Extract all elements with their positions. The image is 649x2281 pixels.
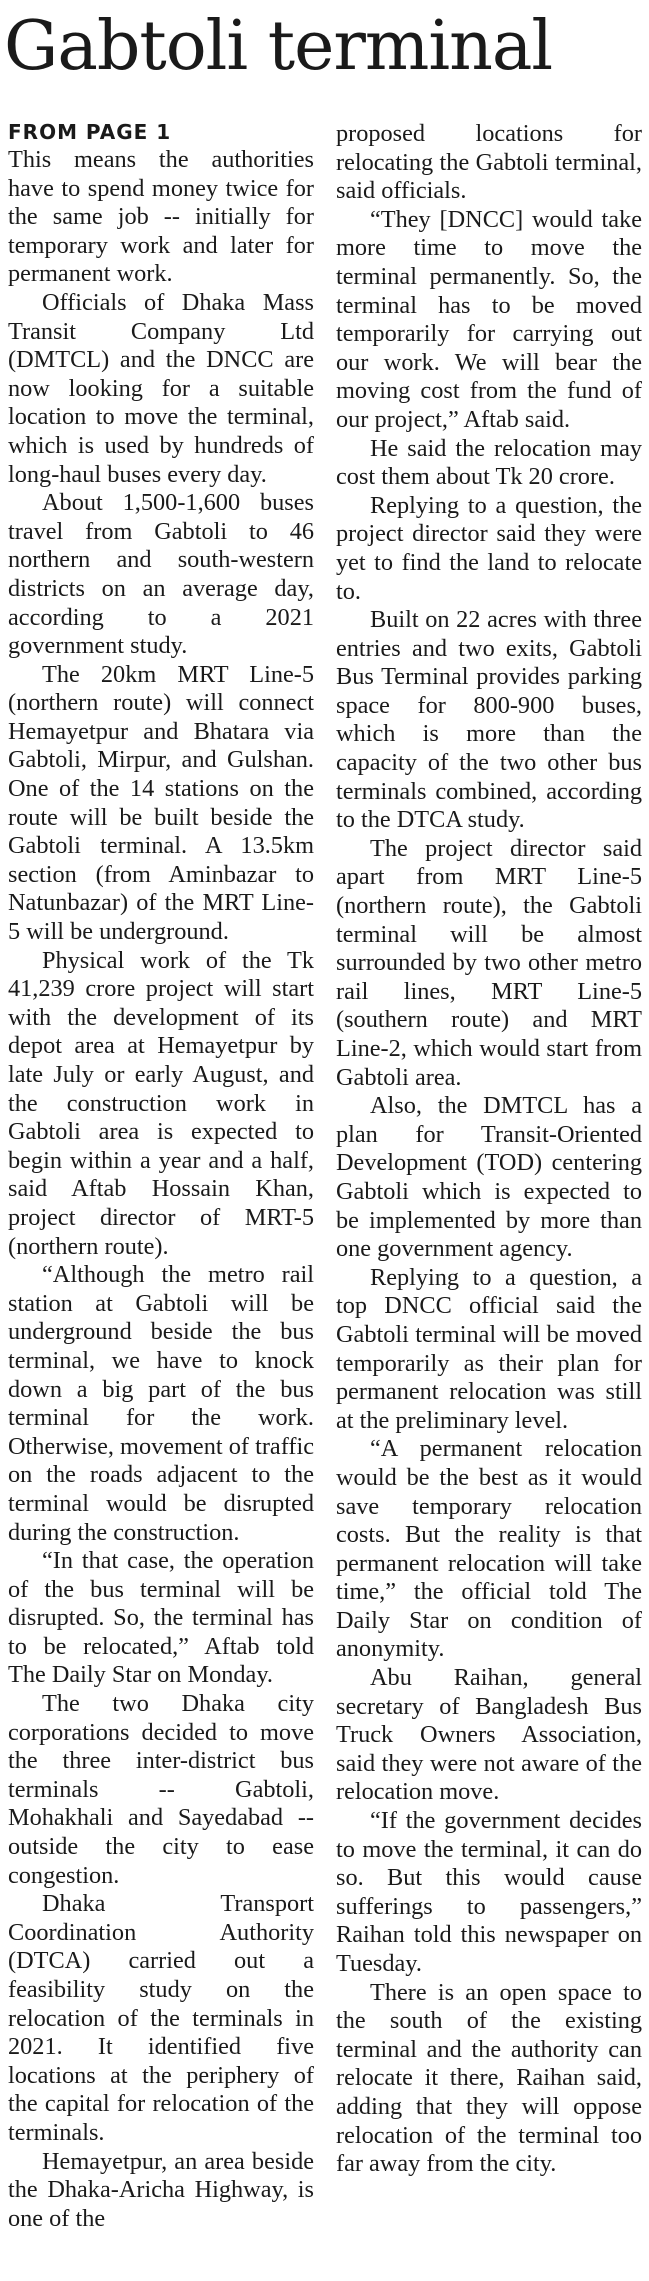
article-column-left	[8, 118, 314, 2278]
paragraph: Replying to a question, a top DNCC official said the Gabtoli terminal will be moved temporarily as their plan for permanent relocation was still at the preliminary level.	[336, 1263, 642, 1434]
paragraph: He said the relocation may cost them about Tk 20 crore.	[336, 434, 642, 491]
continued-from-label: FROM PAGE 1	[8, 120, 172, 144]
paragraph: Replying to a question, the project director said they were yet to find the land to relocate to.	[336, 491, 642, 605]
article-column-right	[336, 120, 642, 2280]
paragraph: The 20km MRT Line-5 (northern route) will connect Hemayetpur and Bhatara via Gabtoli, Mirpur, and Gulshan. One of the 14 stations on the route will be built beside the Gabtoli terminal. A 13.5km section (from Aminbazar to Natunbazar) of the MRT Line-5 will be underground.	[8, 660, 314, 946]
paragraph: “A permanent relocation would be the best as it would save temporary relocation costs. But the reality is that permanent relocation will take time,” the official told The Daily Star on condition of anonymity.	[336, 1435, 642, 1663]
paragraph: Officials of Dhaka Mass Transit Company Ltd (DMTCL) and the DNCC are now looking for a suitable location to move the terminal, which is used by hundreds of long-haul buses every day.	[8, 288, 314, 488]
paragraph: Built on 22 acres with three entries and two exits, Gabtoli Bus Terminal provides parking space for 800-900 buses, which is more than the capacity of the two other bus terminals combined, according to the DTCA study.	[336, 606, 642, 834]
paragraph: Also, the DMTCL has a plan for Transit-Oriented Development (TOD) centering Gabtoli which is expected to be implemented by more than one government agency.	[336, 1092, 642, 1263]
paragraph: About 1,500-1,600 buses travel from Gabtoli to 46 northern and south-western districts on an average day, according to a 2021 government study.	[8, 489, 314, 660]
paragraph: “If the government decides to move the terminal, it can do so. But this would cause sufferings to passengers,” Raihan told this newspaper on Tuesday.	[336, 1807, 642, 1977]
paragraph: Dhaka Transport Coordination Authority (DTCA) carried out a feasibility study on the relocation of the terminals in 2021. It identified five locations at the periphery of the capital for relocation of the terminals.	[8, 1890, 314, 2146]
paragraph: “Although the metro rail station at Gabtoli will be underground beside the bus terminal, we have to knock down a big part of the bus terminal for the work. Otherwise, movement of traffic on the roads adjacent to the terminal would be disrupted during the construction.	[8, 1261, 314, 1546]
paragraph: There is an open space to the south of the existing terminal and the authority can relocate it there, Raihan said, adding that they will oppose relocation of the terminal too far away from the city.	[336, 1978, 642, 2178]
headline: Gabtoli terminal	[4, 7, 553, 86]
paragraph: This means the authorities have to spend money twice for the same job -- initially for temporary work and later for permanent work.	[8, 146, 314, 288]
paragraph: The project director said apart from MRT Line-5 (northern route), the Gabtoli terminal will be almost surrounded by two other metro rail lines, MRT Line-5 (southern route) and MRT Line-2, which would start from Gabtoli area.	[336, 834, 642, 1091]
paragraph: Physical work of the Tk 41,239 crore project will start with the development of its depot area at Hemayetpur by late July or early August, and the construction work in Gabtoli area is expected to begin within a year and a half, said Aftab Hossain Khan, project director of MRT-5 (northern route).	[8, 946, 314, 1260]
paragraph: Hemayetpur, an area beside the Dhaka-Aricha Highway, is one of the	[8, 2147, 314, 2232]
paragraph: proposed locations for relocating the Gabtoli terminal, said officials.	[336, 120, 642, 205]
paragraph: “They [DNCC] would take more time to move the terminal permanently. So, the terminal has to be moved temporarily for carrying out our work. We will bear the moving cost from the fund of our project,” Aftab said.	[336, 205, 642, 433]
paragraph: Abu Raihan, general secretary of Bangladesh Bus Truck Owners Association, said they were not aware of the relocation move.	[336, 1664, 642, 1806]
paragraph: The two Dhaka city corporations decided to move the three inter-district bus terminals -- Gabtoli, Mohakhali and Sayedabad -- outside the city to ease congestion.	[8, 1690, 314, 1889]
paragraph: “In that case, the operation of the bus terminal will be disrupted. So, the terminal has to be relocated,” Aftab told The Daily Star on Monday.	[8, 1547, 314, 1689]
